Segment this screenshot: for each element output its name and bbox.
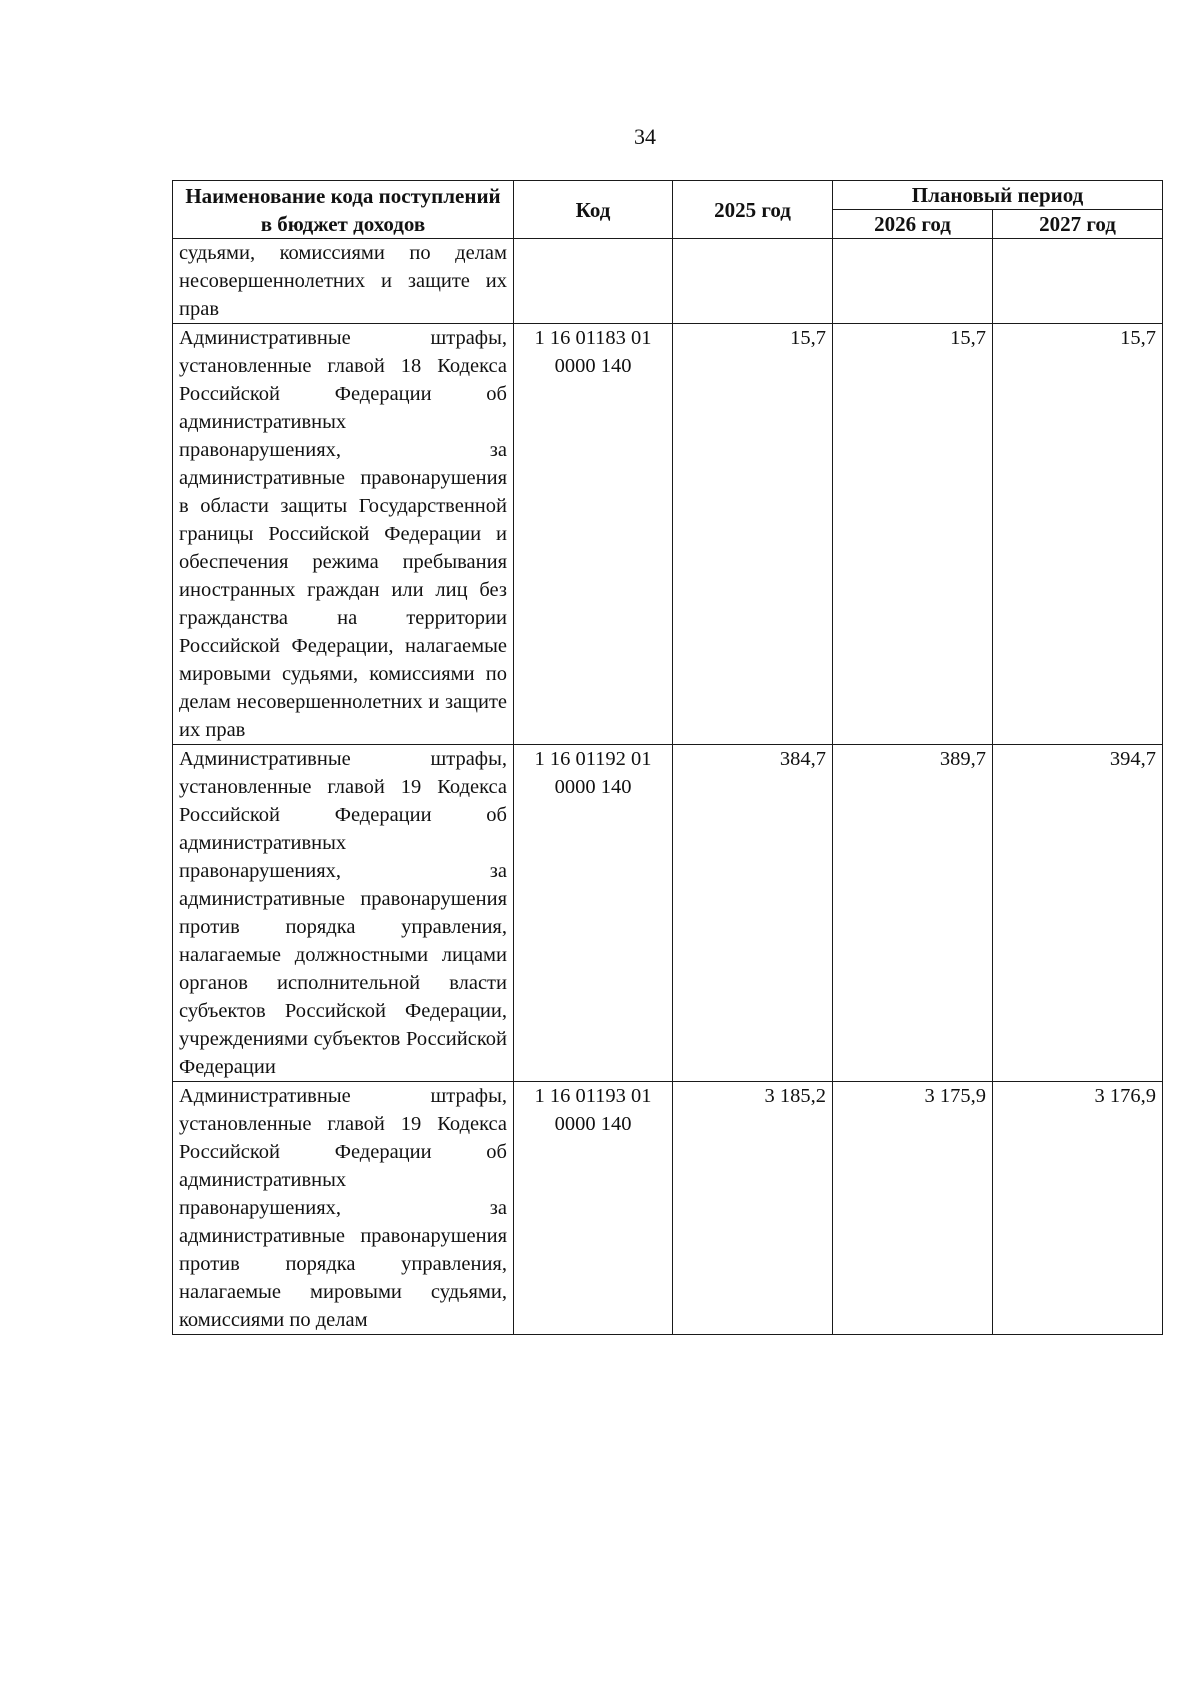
revenue-table (172, 180, 1163, 1335)
row-2025: 15,7 (673, 324, 833, 745)
row-name: Административные штрафы, установленные главой 18 Кодекса Российской Федерации об административных правонарушениях, за административные правонарушения в области защиты Государственной границы Российской Федерации и обеспечения режима пребывания иностранных граждан или лиц без гражданства на территории Российской Федерации, налагаемые мировыми судьями, комиссиями по делам несовершеннолетних и защите их прав (173, 324, 514, 745)
header-planned-period: Плановый период (833, 181, 1163, 210)
row-name: Административные штрафы, установленные главой 19 Кодекса Российской Федерации об административных правонарушениях, за административные правонарушения против порядка управления, налагаемые должностными лицами органов исполнительной власти субъектов Российской Федерации, учреждениями субъектов Российской Федерации (173, 745, 514, 1082)
row-2025 (673, 239, 833, 324)
row-name: Административные штрафы, установленные главой 19 Кодекса Российской Федерации об административных правонарушениях, за административные правонарушения против порядка управления, налагаемые мировыми судьями, комиссиями по делам (173, 1082, 514, 1335)
table-row (173, 324, 1163, 745)
table-header (173, 181, 1163, 239)
row-2027 (993, 239, 1163, 324)
row-2026: 15,7 (833, 324, 993, 745)
row-code: 1 16 01193 01 0000 140 (514, 1082, 673, 1335)
row-2025: 3 185,2 (673, 1082, 833, 1335)
table-row (173, 239, 1163, 324)
row-2025: 384,7 (673, 745, 833, 1082)
row-2027: 15,7 (993, 324, 1163, 745)
header-code: Код (514, 181, 673, 239)
row-2026: 3 175,9 (833, 1082, 993, 1335)
row-2026: 389,7 (833, 745, 993, 1082)
table-row (173, 745, 1163, 1082)
header-2026: 2026 год (833, 210, 993, 239)
row-2027: 3 176,9 (993, 1082, 1163, 1335)
header-name: Наименование кода поступлений в бюджет доходов (173, 181, 514, 239)
row-code: 1 16 01183 01 0000 140 (514, 324, 673, 745)
row-code: 1 16 01192 01 0000 140 (514, 745, 673, 1082)
row-code (514, 239, 673, 324)
page-number: 34 (634, 124, 656, 149)
row-2027: 394,7 (993, 745, 1163, 1082)
table-row (173, 1082, 1163, 1335)
header-2025: 2025 год (673, 181, 833, 239)
header-2027: 2027 год (993, 210, 1163, 239)
row-name: судьями, комиссиями по делам несовершеннолетних и защите их прав (173, 239, 514, 324)
row-2026 (833, 239, 993, 324)
